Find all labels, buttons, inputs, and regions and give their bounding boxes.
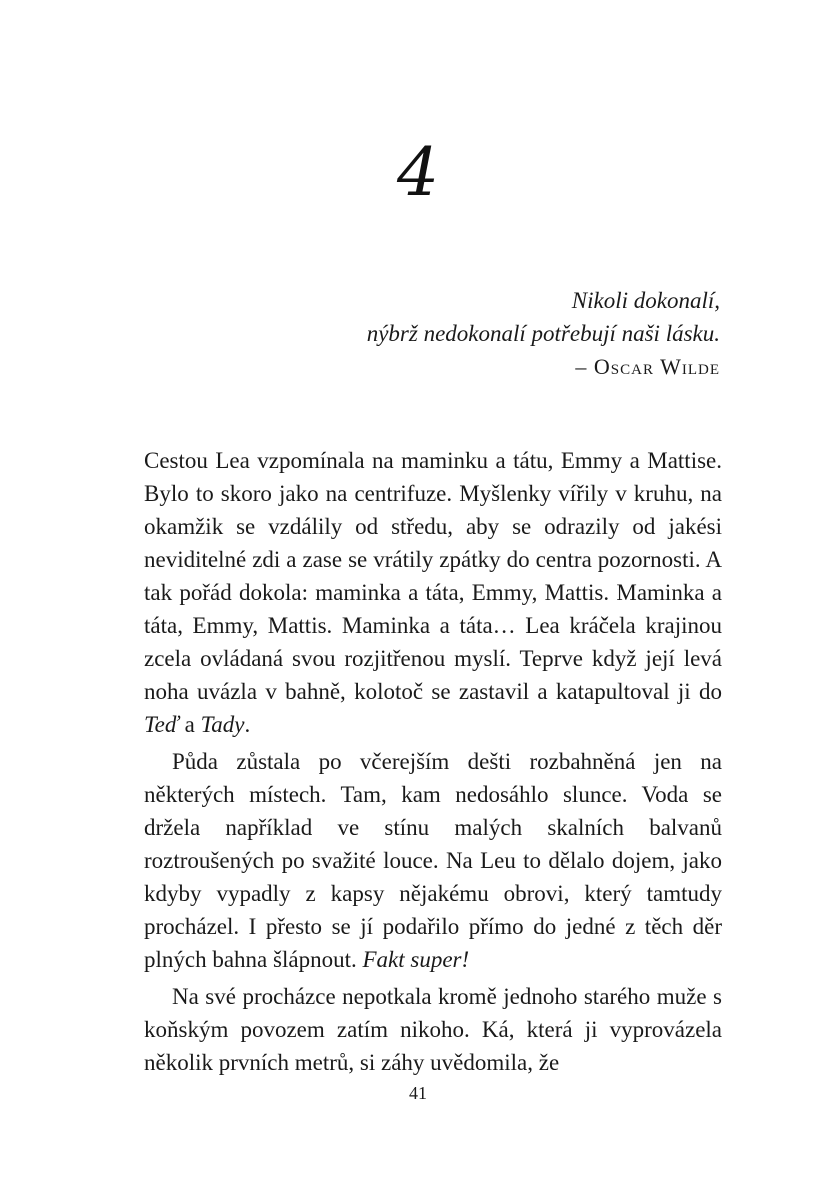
paragraph-2-text: Půda zůstala po včerejším dešti rozbahněná jen na některých místech. Tam, kam nedosáhlo slunce. Voda se držela například ve stínu malých skalních balvanů roztroušených po svažité louce. Na Leu to dělalo dojem, jako kdyby vypadly z kapsy nějakému obrovi, který tamtudy procházel. I přesto se jí podařilo přímo do jedné z těch děr plných bahna šlápnout. <box>144 749 722 972</box>
page-number: 41 <box>409 1083 427 1103</box>
paragraph-1-emphasis-tady: Tady <box>200 712 245 737</box>
paragraph-2 <box>144 745 722 976</box>
paragraph-1-connector: a <box>178 712 201 737</box>
paragraph-1-end: . <box>244 712 251 737</box>
paragraph-2-emphasis: Fakt super! <box>362 947 470 972</box>
paragraph-1-text: Cestou Lea vzpomínala na maminku a tátu, Emmy a Mattise. Bylo to skoro jako na centrifuze. Myšlenky vířily v kruhu, na okamžik se vzdálily od středu, aby se odrazily od jakési neviditelné zdi a zase se vrátily zpátky do centra pozornosti. A tak pořád dokola: maminka a táta, Emmy, Mattis. Maminka a táta, Emmy, Mattis. Maminka a táta… Lea kráčela krajinou zcela ovládaná svou rozjitřenou myslí. Teprve když její levá noha uvázla v bahně, kolotoč se zastavil a katapultoval ji do <box>144 448 722 704</box>
epigraph-line-1: Nikoli dokonalí, <box>571 288 720 313</box>
chapter-number: 4 <box>397 134 439 211</box>
epigraph-line-2: nýbrž nedokonalí potřebují naši lásku. <box>366 321 720 346</box>
epigraph-author: – Oscar Wilde <box>575 354 720 379</box>
epigraph <box>367 284 720 383</box>
paragraph-1 <box>144 444 722 741</box>
body-text <box>144 444 722 1083</box>
paragraph-1-emphasis-ted: Teď <box>144 712 179 737</box>
paragraph-3: Na své procházce nepotkala kromě jednoho starého muže s koňským povozem zatím nikoho. Ká, která ji vyprovázela několik prvních metrů, si záhy uvědomila, že <box>144 984 722 1075</box>
